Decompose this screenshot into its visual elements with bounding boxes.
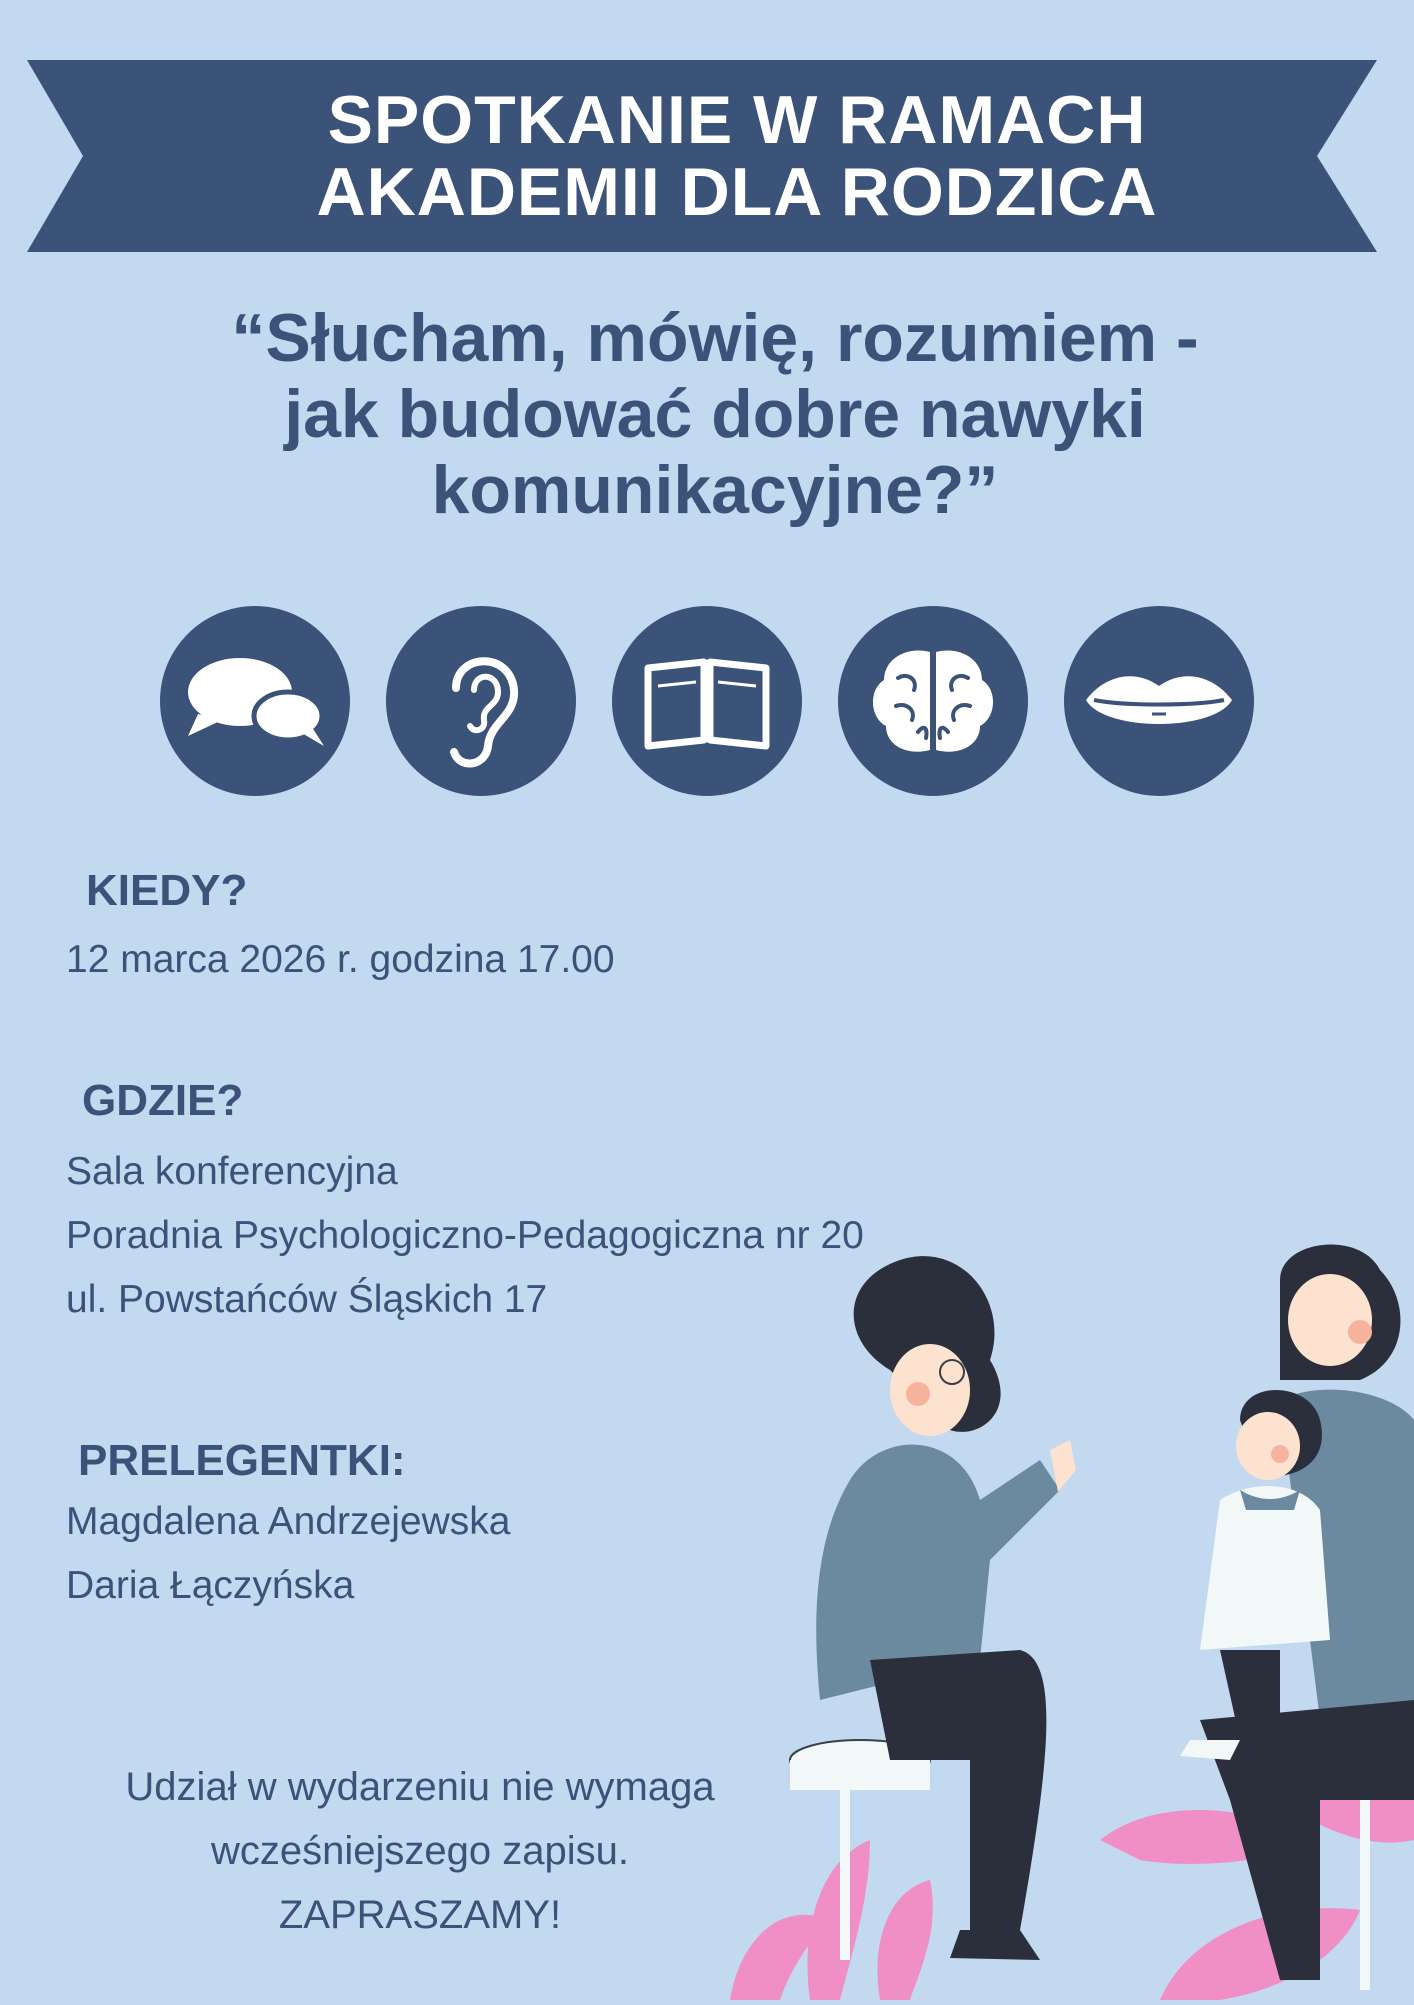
event-title-line-2: jak budować dobre nawyki <box>284 376 1146 452</box>
when-value: 12 marca 2026 r. godzina 17.00 <box>66 938 615 981</box>
where-label: GDZIE? <box>82 1076 244 1125</box>
footer-note <box>40 1755 800 1947</box>
title-banner <box>27 60 1377 252</box>
when-label: KIEDY? <box>86 866 248 915</box>
open-book-icon <box>612 606 802 796</box>
speaker-name: Magdalena Andrzejewska <box>66 1500 511 1543</box>
speaker-name: Daria Łączyńska <box>66 1564 355 1607</box>
event-title-line-1: “Słucham, mówię, rozumiem - <box>231 300 1199 376</box>
footer-line-3: ZAPRASZAMY! <box>278 1893 562 1937</box>
banner-line-2: AKADEMII DLA RODZICA <box>316 154 1158 230</box>
where-line-2: Poradnia Psychologiczno-Pedagogiczna nr 20 <box>66 1214 864 1257</box>
family-illustration <box>720 1240 1414 2005</box>
lips-icon <box>1064 606 1254 796</box>
banner-line-1: SPOTKANIE W RAMACH <box>327 82 1147 158</box>
footer-line-2: wcześniejszego zapisu. <box>211 1829 629 1873</box>
speakers-list <box>66 1490 510 1618</box>
where-line-1: Sala konferencyjna <box>66 1150 398 1193</box>
event-title-line-3: komunikacyjne?” <box>431 452 999 528</box>
where-line-3: ul. Powstańców Śląskich 17 <box>66 1278 548 1321</box>
ear-icon <box>386 606 576 796</box>
brain-icon <box>838 606 1028 796</box>
event-title <box>100 300 1330 528</box>
speech-bubbles-icon <box>160 606 350 796</box>
speakers-label: PRELEGENTKI: <box>78 1436 406 1485</box>
footer-line-1: Udział w wydarzeniu nie wymaga <box>125 1765 715 1809</box>
banner-title <box>27 84 1377 228</box>
